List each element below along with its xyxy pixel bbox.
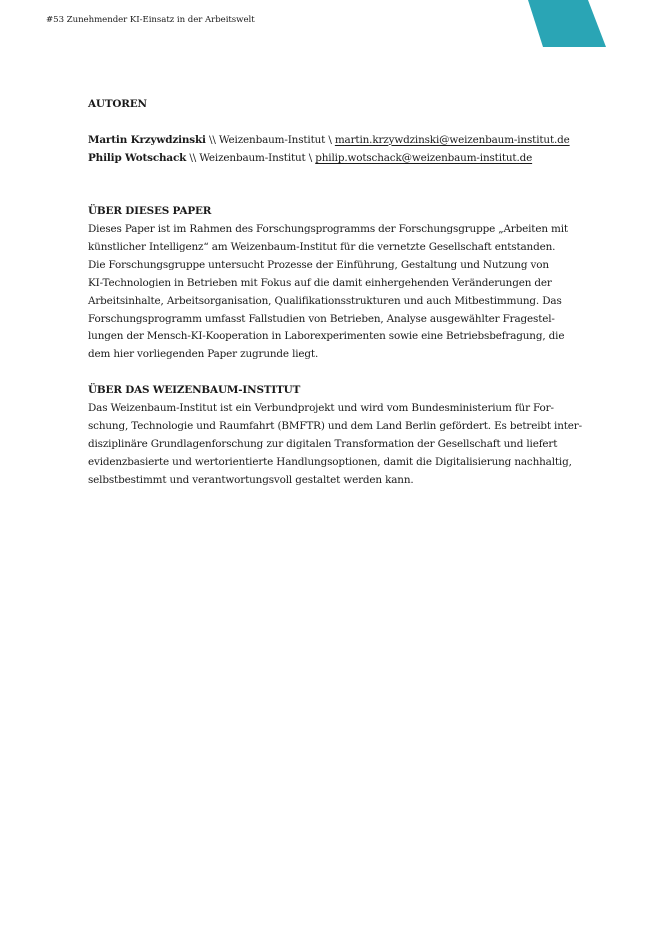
- author-name: Martin Krzywdzinski: [88, 133, 206, 146]
- paragraph-line: Das Weizenbaum-Institut ist ein Verbundprojekt und wird vom Bundesministerium für For-: [88, 402, 554, 415]
- author-entry: [88, 150, 574, 168]
- paragraph-line: Forschungsprogramm umfasst Fallstudien von Betrieben, Analyse ausgewählter Fragestel-: [88, 312, 555, 325]
- paragraph-line: Die Forschungsgruppe untersucht Prozesse der Einführung, Gestaltung und Nutzung von: [88, 258, 549, 271]
- about-institute-heading: ÜBER DAS WEIZENBAUM-INSTITUT: [88, 384, 301, 397]
- about-paper-paragraph: [88, 221, 574, 364]
- paragraph-line: KI-Technologien in Betrieben mit Fokus auf die damit einhergehenden Veränderungen der: [88, 276, 552, 289]
- author-name: Philip Wotschack: [88, 151, 187, 164]
- decorative-teal-corner-shape: [526, 0, 606, 47]
- imprint-content: [88, 96, 582, 490]
- paragraph-line: disziplinäre Grundlagenforschung zur digitalen Transformation der Gesellschaft und liefert: [88, 437, 558, 450]
- paragraph-line: evidenzbasierte und wertorientierte Handlungsoptionen, damit die Digitalisierung nachhaltig,: [88, 455, 572, 468]
- running-header-title: #53 Zunehmender KI-Einsatz in der Arbeitswelt: [46, 15, 255, 25]
- author-email-link[interactable]: martin.krzywdzinski@weizenbaum-institut.de: [334, 133, 570, 146]
- paragraph-line: Arbeitsinhalte, Arbeitsorganisation, Qualifikationsstrukturen und auch Mitbestimmung. Das: [88, 294, 562, 307]
- paragraph-line: künstlicher Intelligenz“ am Weizenbaum-Institut für die vernetzte Gesellschaft entstanden.: [88, 240, 556, 253]
- paragraph-line: selbstbestimmt und verantwortungsvoll gestaltet werden kann.: [88, 473, 414, 486]
- about-paper-heading: ÜBER DIESES PAPER: [88, 205, 212, 218]
- author-affiliation: \\ Weizenbaum-Institut \: [205, 133, 335, 146]
- authors-heading: AUTOREN: [88, 98, 147, 110]
- paragraph-line: lungen der Mensch-KI-Kooperation in Laborexperimenten sowie eine Betriebsbefragung, die: [88, 330, 565, 343]
- paragraph-line: dem hier vorliegenden Paper zugrunde liegt.: [88, 348, 319, 361]
- paragraph-line: Dieses Paper ist im Rahmen des Forschungsprogramms der Forschungsgruppe „Arbeiten mit: [88, 223, 568, 236]
- author-affiliation: \\ Weizenbaum-Institut \: [186, 151, 316, 164]
- author-email-link[interactable]: philip.wotschack@weizenbaum-institut.de: [315, 151, 533, 164]
- paragraph-line: schung, Technologie und Raumfahrt (BMFTR) und dem Land Berlin gefördert. Es betreibt inter-: [88, 419, 582, 432]
- author-entry: [88, 132, 574, 150]
- about-institute-paragraph: [88, 400, 582, 490]
